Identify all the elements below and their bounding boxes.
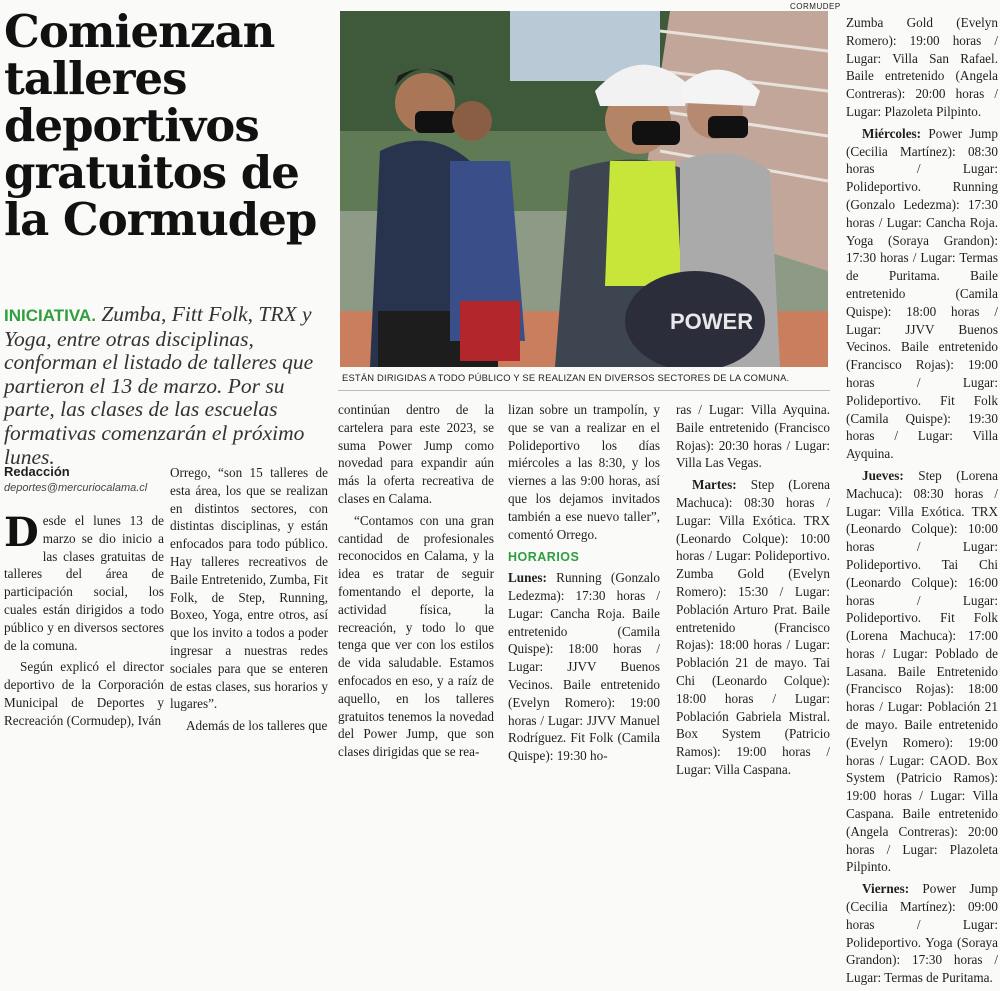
photo-illustration bbox=[340, 11, 828, 367]
deck bbox=[4, 303, 330, 469]
schedule-jueves: Jueves: Step (Lorena Machuca): 08:30 horas / Lugar: Villa Exótica. TRX (Leonardo Colque): 10:00 horas / Lugar: Polideportivo. Tai Chi (Leonardo Colque): 16:00 horas / Lugar: Polideportivo. Fit Folk (Lorena Machuca): 17:00 horas / Lugar: Poblado de Lasana. Baile Entretenido (Francisco Rojas): 18:00 horas / Lugar: Población 21 de mayo. Baile entretenido (Evelyn Romero): 19:00 horas / Lugar: CAOD. Box System (Patricio Ramos): 19:00 horas / Lugar: Villa Caspana. Baile entretenido (Angela Contreras): 20:00 horas / Lugar: Plazoleta Pilpinto. bbox=[846, 467, 998, 875]
byline: Redacción bbox=[4, 464, 70, 479]
column-5 bbox=[676, 401, 830, 783]
author-email[interactable]: deportes@mercuriocalama.cl bbox=[4, 482, 148, 494]
paragraph: Según explicó el director deportivo de la Corporación Municipal de Deportes y Recreación (Cormudep), Iván bbox=[4, 659, 164, 728]
schedule-miercoles: Miércoles: Power Jump (Cecilia Martínez): 08:30 horas / Lugar: Polideportivo. Running (Gonzalo Ledezma): 17:30 horas / Lugar: Cancha Roja. Yoga (Soraya Grandon): 17:30 horas / Lugar: Termas de Puritama. Baile entretenido (Camila Quispe): 18:00 horas / Lugar: JJVV Buenos Vecinos. Baile entretenido (Francisco Rojas): 19:00 horas / Lugar: Polideportivo. Fit Folk (Camila Quispe): 19:30 horas / Lugar: Villa Ayquina. bbox=[846, 125, 999, 462]
schedule-martes: Martes: Step (Lorena Machuca): 08:30 horas / Lugar: Villa Exótica. TRX (Leonardo Colque): 10:00 horas / Lugar: Polideportivo. Zumba Gold (Evelyn Romero): 15:30 / Lugar: Población Arturo Prat. Baile entretenido (Francisco Rojas): 18:00 horas / Lugar: Población 21 de mayo. Tai Chi (Leonardo Colque): 18:00 horas / Lugar: Población Gabriela Mistral. Box System (Patricio Ramos): 19:00 horas / Lugar: Villa Caspana. bbox=[676, 477, 830, 777]
schedule-martes-cont: Zumba Gold (Evelyn Romero): 19:00 horas / Lugar: Villa San Rafael. Baile entretenido (Angela Contreras): 20:00 horas / Lugar: Plazoleta Pilpinto. bbox=[846, 15, 998, 119]
deck-text: Zumba, Fitt Folk, TRX y Yoga, entre otras disciplinas, conforman el listado de talleres que partieron el 13 de marzo. Por su parte, las clases de las escuelas formativas comenzarán el próximo lunes. bbox=[4, 302, 314, 469]
ball-text: POWER bbox=[670, 309, 754, 334]
column-3 bbox=[338, 401, 494, 765]
schedule-lunes-cont: ras / Lugar: Villa Ayquina. Baile entretenido (Francisco Rojas): 20:30 horas / Lugar: Villa Las Vegas. bbox=[676, 402, 830, 471]
column-6 bbox=[846, 14, 998, 991]
paragraph: lizan sobre un trampolín, y que se van a realizar en el Polideportivo los días miércoles a las 8:30, y los viernes a las 9:00 horas, así que los dejamos invitados también a ese nuevo taller”, comentó Orrego. bbox=[508, 402, 660, 542]
column-4 bbox=[508, 401, 660, 769]
dropcap: D bbox=[4, 509, 39, 556]
paragraph: Además de los talleres que bbox=[186, 718, 328, 734]
kicker: INICIATIVA. bbox=[4, 306, 96, 325]
paragraph: Orrego, “son 15 talleres de esta área, los que se realizan en distintos sectores, con distintas disciplinas, y están enfocados para todo público. Hay talleres recreativos de Baile Entretenido, Zumba, Fit Folk, de Step, Running, Boxeo, Yoga, entre otros, así que los invito a todos a poder ingresar a nuestras redes sociales para que se enteren de estas clases, sus horarios y lugares”. bbox=[170, 465, 328, 712]
schedule-heading: HORARIOS bbox=[508, 550, 580, 565]
schedule-lunes: Lunes: Running (Gonzalo Ledezma): 17:30 horas / Lugar: Cancha Roja. Baile entretenido (Camila Quispe): 18:00 horas / Lugar: JJVV Buenos Vecinos. Baile entretenido (Evelyn Romero): 19:00 horas / Lugar: JJVV Manuel Rodríguez. Fit Folk (Camila Quispe): 19:30 ho- bbox=[508, 570, 660, 764]
photo-credit: CORMUDEP bbox=[790, 2, 841, 11]
headline: Comienzan talleres deportivos gratuitos de la Cormudep bbox=[4, 5, 317, 246]
schedule-viernes: Viernes: Power Jump (Cecilia Martínez): 09:00 horas / Lugar: Polideportivo. Yoga (Soraya Grandon): 17:30 horas / Lugar: Termas de Puritama. bbox=[846, 881, 998, 986]
divider bbox=[338, 390, 830, 391]
paragraph: “Contamos con una gran cantidad de profesionales reconocidos en Calama, y la idea es tratar de seguir fomentando el deporte, la actividad física, la recreación, y todo lo que tenga que ver con los estilos de vida saludable. Estamos enfocados en eso, y a raíz de aquello, en los talleres gratuitos tenemos la novedad del Power Jump, que son clases dirigidas que se rea- bbox=[338, 512, 494, 760]
paragraph: Desde el lunes 13 de marzo se dio inicio a las clases gratuitas de talleres del área de participación social, los cuales están dirigidos a todo público y en diversos sectores de la comuna. bbox=[4, 509, 164, 653]
article-photo bbox=[340, 11, 828, 367]
column-2 bbox=[170, 464, 328, 739]
photo-caption: ESTÁN DIRIGIDAS A TODO PÚBLICO Y SE REALIZAN EN DIVERSOS SECTORES DE LA COMUNA. bbox=[342, 372, 790, 383]
column-1 bbox=[4, 509, 164, 734]
paragraph: continúan dentro de la cartelera para este 2023, se suma Power Jump como novedad para expandir aún más la oferta recreativa de clases en Calama. bbox=[338, 402, 494, 506]
